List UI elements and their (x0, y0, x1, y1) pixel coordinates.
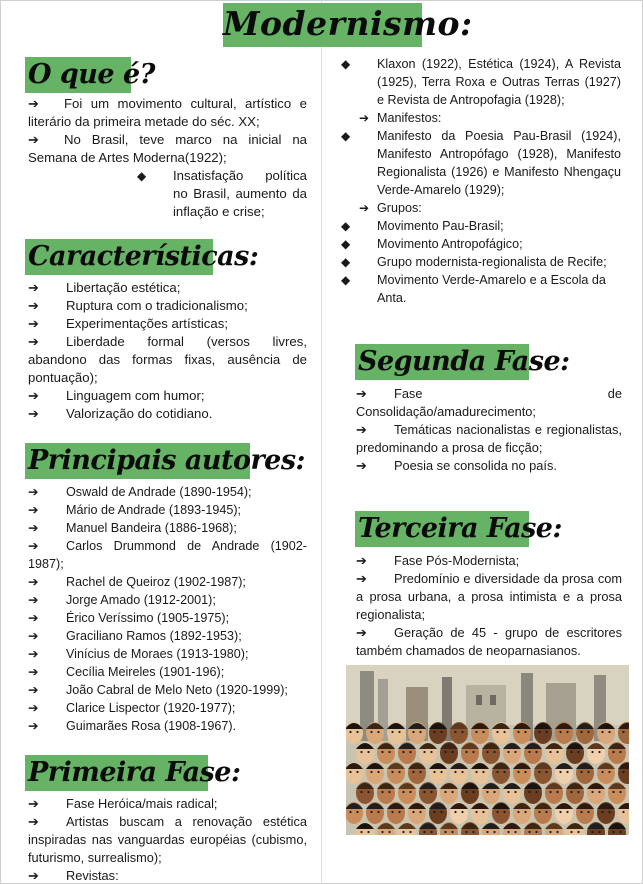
list-item: ➔ Artistas buscam a renovação estética inspiradas nas vanguardas européias (cubismo, futurismo, surrealismo); (28, 814, 307, 865)
painting-eye (612, 751, 614, 753)
painting-eye (402, 831, 404, 833)
painting-illustration (346, 665, 629, 835)
painting-eye (538, 811, 540, 813)
arrow-icon: ➔ (356, 458, 367, 473)
painting-eye (549, 751, 551, 753)
painting-eye (433, 811, 435, 813)
arrow-icon: ➔ (28, 521, 39, 535)
painting-eye (608, 771, 610, 773)
painting-eye (619, 831, 621, 833)
list-item: ➔ Poesia se consolida no país. (356, 458, 557, 473)
painting-eye (619, 751, 621, 753)
painting-eye (556, 751, 558, 753)
painting-eye (496, 771, 498, 773)
painting-eye (598, 791, 600, 793)
arrow-icon: ➔ (28, 539, 39, 553)
painting-eye (367, 791, 369, 793)
painting-eye (591, 831, 593, 833)
list-item: ➔ Experimentações artísticas; (28, 316, 228, 331)
painting-eye (391, 811, 393, 813)
painting-eye (608, 731, 610, 733)
diamond-icon: ◆ (341, 219, 351, 233)
painting-eye (398, 811, 400, 813)
painting-eye (503, 731, 505, 733)
painting-eye (423, 791, 425, 793)
painting-eye (440, 771, 442, 773)
arrow-icon: ➔ (28, 683, 39, 697)
painting-eye (398, 731, 400, 733)
list-item: ➔ Jorge Amado (1912-2001); (28, 593, 216, 607)
painting-eye (356, 811, 358, 813)
painting-eye (482, 731, 484, 733)
painting-eye (524, 811, 526, 813)
list-item: ➔ Geração de 45 - grupo de escritores também chamados de neoparnasianos. (356, 625, 622, 658)
painting-eye (566, 771, 568, 773)
diamond-icon: ◆ (341, 57, 351, 71)
painting-eye (388, 751, 390, 753)
painting-eye (528, 751, 530, 753)
painting-eye (465, 791, 467, 793)
list-item: ➔ Grupos: (359, 201, 422, 215)
painting-eye (454, 731, 456, 733)
painting-eye (587, 771, 589, 773)
diamond-icon: ◆ (341, 273, 351, 287)
arrow-icon: ➔ (28, 96, 40, 111)
painting-eye (486, 831, 488, 833)
arrow-icon: ➔ (28, 388, 40, 403)
painting-eye (475, 731, 477, 733)
painting-eye (556, 831, 558, 833)
painting-eye (360, 831, 362, 833)
column-divider (321, 1, 322, 884)
list-item: ➔ Temáticas nacionalistas e regionalistas, predominando a prosa de ficção; (356, 422, 622, 455)
painting-eye (381, 791, 383, 793)
painting-eye (370, 811, 372, 813)
painting-eye (472, 831, 474, 833)
list-item: ➔ Liberdade formal (versos livres, abandono das formas fixas, ausência de pontuação); (28, 334, 307, 385)
painting-eye (419, 771, 421, 773)
painting-eye (549, 831, 551, 833)
arrow-icon: ➔ (28, 796, 39, 811)
section-segunda-fase (356, 385, 622, 475)
painting-eye (370, 771, 372, 773)
painting-eye (360, 791, 362, 793)
painting-eye (517, 771, 519, 773)
painting-eye (461, 811, 463, 813)
painting-eye (570, 791, 572, 793)
painting-eye (577, 791, 579, 793)
painting-eye (545, 811, 547, 813)
list-item: ➔ Cecília Meireles (1901-196); (28, 665, 225, 679)
painting-eye (472, 791, 474, 793)
painting-eye (514, 791, 516, 793)
painting-eye (465, 831, 467, 833)
list-item: ➔ Vinícius de Moraes (1913-1980); (28, 647, 249, 661)
painting-eye (619, 791, 621, 793)
section-caracteristicas (28, 279, 307, 423)
painting-eye (423, 751, 425, 753)
painting-eye (482, 811, 484, 813)
painting-eye (356, 771, 358, 773)
painting-eye (591, 751, 593, 753)
painting-eye (430, 751, 432, 753)
list-item: ➔ Rachel de Queiroz (1902-1987); (28, 575, 246, 589)
arrow-icon: ➔ (28, 280, 40, 295)
painting-eye (461, 731, 463, 733)
painting-eye (419, 731, 421, 733)
painting-eye (433, 731, 435, 733)
painting-eye (570, 751, 572, 753)
painting-eye (517, 811, 519, 813)
arrow-icon: ➔ (28, 593, 39, 607)
painting-eye (349, 731, 351, 733)
arrow-icon: ➔ (28, 814, 39, 829)
painting-eye (524, 771, 526, 773)
painting-eye (598, 751, 600, 753)
painting-eye (514, 751, 516, 753)
section-principais-autores (28, 483, 307, 735)
painting-eye (566, 811, 568, 813)
arrow-icon: ➔ (28, 406, 40, 421)
page-title: Modernismo: (223, 3, 422, 47)
list-item: ➔ Mário de Andrade (1893-1945); (28, 503, 242, 517)
painting-eye (528, 831, 530, 833)
painting-eye (612, 831, 614, 833)
painting-eye (587, 811, 589, 813)
arrow-icon: ➔ (28, 701, 39, 715)
diamond-icon: ◆ (341, 129, 351, 143)
list-item: ➔ Manifestos: (359, 111, 442, 125)
sub-item: ◆ Insatisfação política no Brasil, aumento da inflação e crise; (137, 168, 307, 219)
painting-eye (556, 791, 558, 793)
list-item: ◆ Movimento Pau-Brasil; (341, 219, 504, 233)
painting-eye (409, 791, 411, 793)
painting-eye (622, 771, 624, 773)
list-item: ➔ Linguagem com humor; (28, 388, 205, 403)
diamond-icon: ◆ (137, 169, 147, 183)
heading-segunda-fase: Segunda Fase: (355, 344, 529, 380)
painting-eye (370, 731, 372, 733)
painting-eye (475, 811, 477, 813)
painting-eye (493, 751, 495, 753)
painting-eye (472, 751, 474, 753)
arrow-icon: ➔ (28, 503, 39, 517)
painting-eye (433, 771, 435, 773)
painting-eye (402, 751, 404, 753)
painting-eye (486, 791, 488, 793)
painting-eye (451, 831, 453, 833)
painting-eye (465, 751, 467, 753)
painting-eye (538, 771, 540, 773)
painting-eye (388, 831, 390, 833)
painting-eye (440, 731, 442, 733)
painting-eye (409, 831, 411, 833)
list-item: ➔ Foi um movimento cultural, artístico e literário da primeira metade do séc. XX; (28, 96, 307, 129)
list-item: ➔ Valorização do cotidiano. (28, 406, 213, 421)
painting-eye (493, 831, 495, 833)
painting-eye (507, 831, 509, 833)
list-item: ◆ Manifesto da Poesia Pau-Brasil (1924), Manifesto Antropófago (1928), Manifesto Regionalista (1926) e Manifesto Nhengaçu Verde-Amarelo (1929); (341, 129, 621, 197)
arrow-icon: ➔ (356, 386, 367, 401)
painting-eye (535, 791, 537, 793)
arrow-icon: ➔ (28, 575, 39, 589)
diamond-icon: ◆ (341, 237, 351, 251)
list-item: ◆ Grupo modernista-regionalista de Recife; (341, 255, 607, 269)
painting-eye (601, 731, 603, 733)
painting-eye (601, 811, 603, 813)
painting-eye (587, 731, 589, 733)
arrow-icon: ➔ (28, 132, 40, 147)
painting-eye (570, 831, 572, 833)
painting-eye (381, 831, 383, 833)
painting-eye (377, 811, 379, 813)
painting-eye (356, 731, 358, 733)
painting-eye (601, 771, 603, 773)
list-item: ➔ Carlos Drummond de Andrade (1902-1987); (28, 539, 307, 571)
arrow-icon: ➔ (356, 553, 367, 568)
painting-eye (549, 791, 551, 793)
arrow-icon: ➔ (28, 719, 39, 733)
section-primeira-fase-cont (341, 55, 621, 307)
painting-eye (381, 751, 383, 753)
painting-eye (402, 791, 404, 793)
arrow-icon: ➔ (356, 571, 367, 586)
list-item: ◆ Movimento Verde-Amarelo e a Escola da Anta. (341, 273, 606, 305)
arrow-icon: ➔ (28, 611, 39, 625)
arrow-icon: ➔ (28, 665, 39, 679)
list-item: ➔ Érico Veríssimo (1905-1975); (28, 611, 230, 625)
list-item: ➔ No Brasil, teve marco na inicial na Semana de Artes Moderna(1922); (28, 132, 307, 165)
painting-eye (391, 731, 393, 733)
painting-eye (454, 811, 456, 813)
section-o-que-e (28, 95, 307, 221)
painting-eye (451, 751, 453, 753)
painting-eye (524, 731, 526, 733)
painting-eye (591, 791, 593, 793)
painting-eye (559, 811, 561, 813)
arrow-icon: ➔ (28, 334, 40, 349)
painting-eye (535, 831, 537, 833)
painting-eye (367, 751, 369, 753)
painting-eye (580, 731, 582, 733)
list-item: ➔ Fase Pós-Modernista; (356, 553, 520, 568)
arrow-icon: ➔ (28, 629, 39, 643)
painting-eye (545, 771, 547, 773)
painting-eye (622, 731, 624, 733)
painting-eye (430, 791, 432, 793)
painting-eye (367, 831, 369, 833)
painting-eye (577, 751, 579, 753)
painting-eye (377, 771, 379, 773)
painting-eye (507, 791, 509, 793)
painting-eye (503, 811, 505, 813)
painting-eye (507, 751, 509, 753)
diamond-icon: ◆ (341, 255, 351, 269)
painting-eye (360, 751, 362, 753)
painting-eye (444, 751, 446, 753)
painting-eye (419, 811, 421, 813)
painting-eye (412, 771, 414, 773)
painting-eye (559, 731, 561, 733)
heading-o-que-e: O que é? (25, 57, 131, 93)
list-item: ➔ Oswald de Andrade (1890-1954); (28, 485, 252, 499)
painting-eye (391, 771, 393, 773)
section-primeira-fase (28, 795, 307, 884)
painting-eye (496, 731, 498, 733)
painting-eye (440, 811, 442, 813)
painting-eye (486, 751, 488, 753)
arrow-icon: ➔ (28, 647, 39, 661)
list-item: ➔ Ruptura com o tradicionalismo; (28, 298, 248, 313)
painting-eye (349, 811, 351, 813)
list-item: ◆ Movimento Antropofágico; (341, 237, 523, 251)
heading-terceira-fase: Terceira Fase: (355, 511, 529, 547)
painting-eye (398, 771, 400, 773)
list-item: ➔ Revistas: (28, 868, 119, 883)
painting-eye (566, 731, 568, 733)
arrow-icon: ➔ (28, 316, 40, 331)
list-item: ➔ Fase de Consolidação/amadurecimento; (356, 386, 622, 419)
list-item: ➔ Predomínio e diversidade da prosa com a prosa urbana, a prosa intimista e a prosa regionalista; (356, 571, 622, 622)
list-item: ◆ Klaxon (1922), Estética (1924), A Revista (1925), Terra Roxa e Outras Terras (1927) e Revista de Antropofagia (1928); (341, 57, 621, 107)
painting-eye (493, 791, 495, 793)
painting-eye (538, 731, 540, 733)
painting-operarios (346, 665, 629, 835)
painting-eye (388, 791, 390, 793)
painting-eye (444, 831, 446, 833)
list-item: ➔ Guimarães Rosa (1908-1967). (28, 719, 237, 733)
list-item: ➔ Manuel Bandeira (1886-1968); (28, 521, 237, 535)
section-terceira-fase (356, 552, 622, 660)
list-item: ➔ Fase Heróica/mais radical; (28, 796, 218, 811)
arrow-icon: ➔ (356, 422, 367, 437)
painting-eye (412, 731, 414, 733)
list-item: ➔ Clarice Lispector (1920-1977); (28, 701, 236, 715)
heading-primeira-fase: Primeira Fase: (25, 755, 208, 791)
painting-eye (528, 791, 530, 793)
painting-eye (349, 771, 351, 773)
painting-eye (423, 831, 425, 833)
arrow-icon: ➔ (356, 625, 367, 640)
painting-eye (545, 731, 547, 733)
painting-eye (475, 771, 477, 773)
heading-principais-autores: Principais autores: (25, 443, 250, 479)
painting-eye (598, 831, 600, 833)
painting-eye (535, 751, 537, 753)
painting-eye (451, 791, 453, 793)
list-item: ➔ João Cabral de Melo Neto (1920-1999); (28, 683, 288, 697)
painting-eye (577, 831, 579, 833)
painting-eye (514, 831, 516, 833)
painting-eye (461, 771, 463, 773)
arrow-icon: ➔ (359, 201, 370, 215)
list-item: ➔ Libertação estética; (28, 280, 181, 295)
painting-eye (622, 811, 624, 813)
painting-eye (612, 791, 614, 793)
painting-eye (559, 771, 561, 773)
painting-eye (496, 811, 498, 813)
painting-eye (482, 771, 484, 773)
painting-eye (608, 811, 610, 813)
painting-eye (517, 731, 519, 733)
painting-eye (580, 771, 582, 773)
painting-eye (409, 751, 411, 753)
heading-caracteristicas: Características: (25, 239, 213, 275)
list-item: ➔ Graciliano Ramos (1892-1953); (28, 629, 242, 643)
painting-eye (412, 811, 414, 813)
painting-eye (580, 811, 582, 813)
arrow-icon: ➔ (28, 298, 40, 313)
painting-eye (377, 731, 379, 733)
arrow-icon: ➔ (359, 111, 370, 125)
painting-eye (503, 771, 505, 773)
arrow-icon: ➔ (28, 485, 39, 499)
painting-eye (444, 791, 446, 793)
painting-eye (454, 771, 456, 773)
painting-eye (430, 831, 432, 833)
arrow-icon: ➔ (28, 868, 39, 883)
